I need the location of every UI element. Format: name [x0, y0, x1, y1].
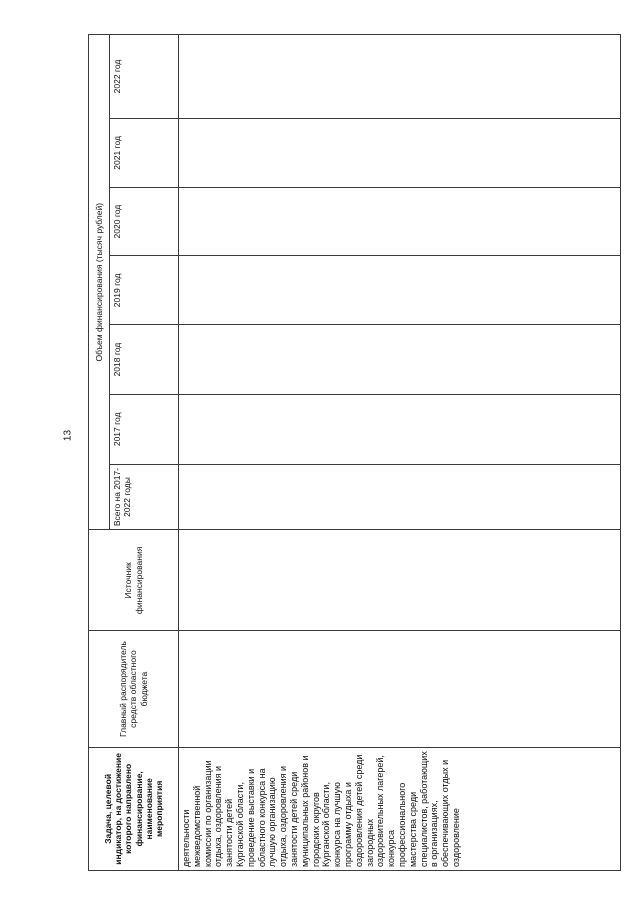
- header-total: Всего на 2017-2022 годы: [110, 464, 179, 530]
- header-year-2021: 2021 год: [110, 119, 179, 188]
- header-row-top: [89, 35, 110, 871]
- header-year-2020: 2020 год: [110, 187, 179, 256]
- header-year-2017: 2017 год: [110, 394, 179, 464]
- header-volume-group: Объем финансирования (тысяч рублей): [89, 35, 110, 530]
- header-administrator: Главный распорядитель средств областного бюджета: [89, 631, 179, 747]
- row-source-cell: [179, 530, 621, 631]
- header-task: Задача, целевой индикатор, на достижение которого направлено финансирование, наименование мероприятия: [89, 747, 179, 870]
- header-year-2022: 2022 год: [110, 35, 179, 119]
- row-2022-cell: [179, 35, 621, 119]
- financing-table-rotated: [88, 34, 621, 871]
- header-source: Источник финансирования: [89, 530, 179, 631]
- row-2017-cell: [179, 394, 621, 464]
- row-administrator-cell: [179, 631, 621, 747]
- row-2020-cell: [179, 187, 621, 256]
- row-task-cell: деятельности межведомственной комиссии по организации отдыха, оздоровления и занятости детей Курганской области, проведение выставки и областного конкурса на лучшую организацию отдыха, оздоровления и занятости детей среди муниципальных районов и городских округов Курганской области, конкурса на лучшую программу отдыха и оздоровления детей среди загородных оздоровительных лагерей, конкурса профессионального мастерства среди специалистов, работающих в организациях, обеспечивающих отдых и оздоровление: [179, 747, 621, 870]
- page-number: 13: [62, 429, 74, 442]
- row-2018-cell: [179, 325, 621, 395]
- row-2019-cell: [179, 256, 621, 325]
- table-row: [179, 35, 621, 871]
- row-total-cell: [179, 464, 621, 530]
- row-2021-cell: [179, 119, 621, 188]
- header-year-2018: 2018 год: [110, 325, 179, 395]
- financing-table: [88, 34, 621, 871]
- header-year-2019: 2019 год: [110, 256, 179, 325]
